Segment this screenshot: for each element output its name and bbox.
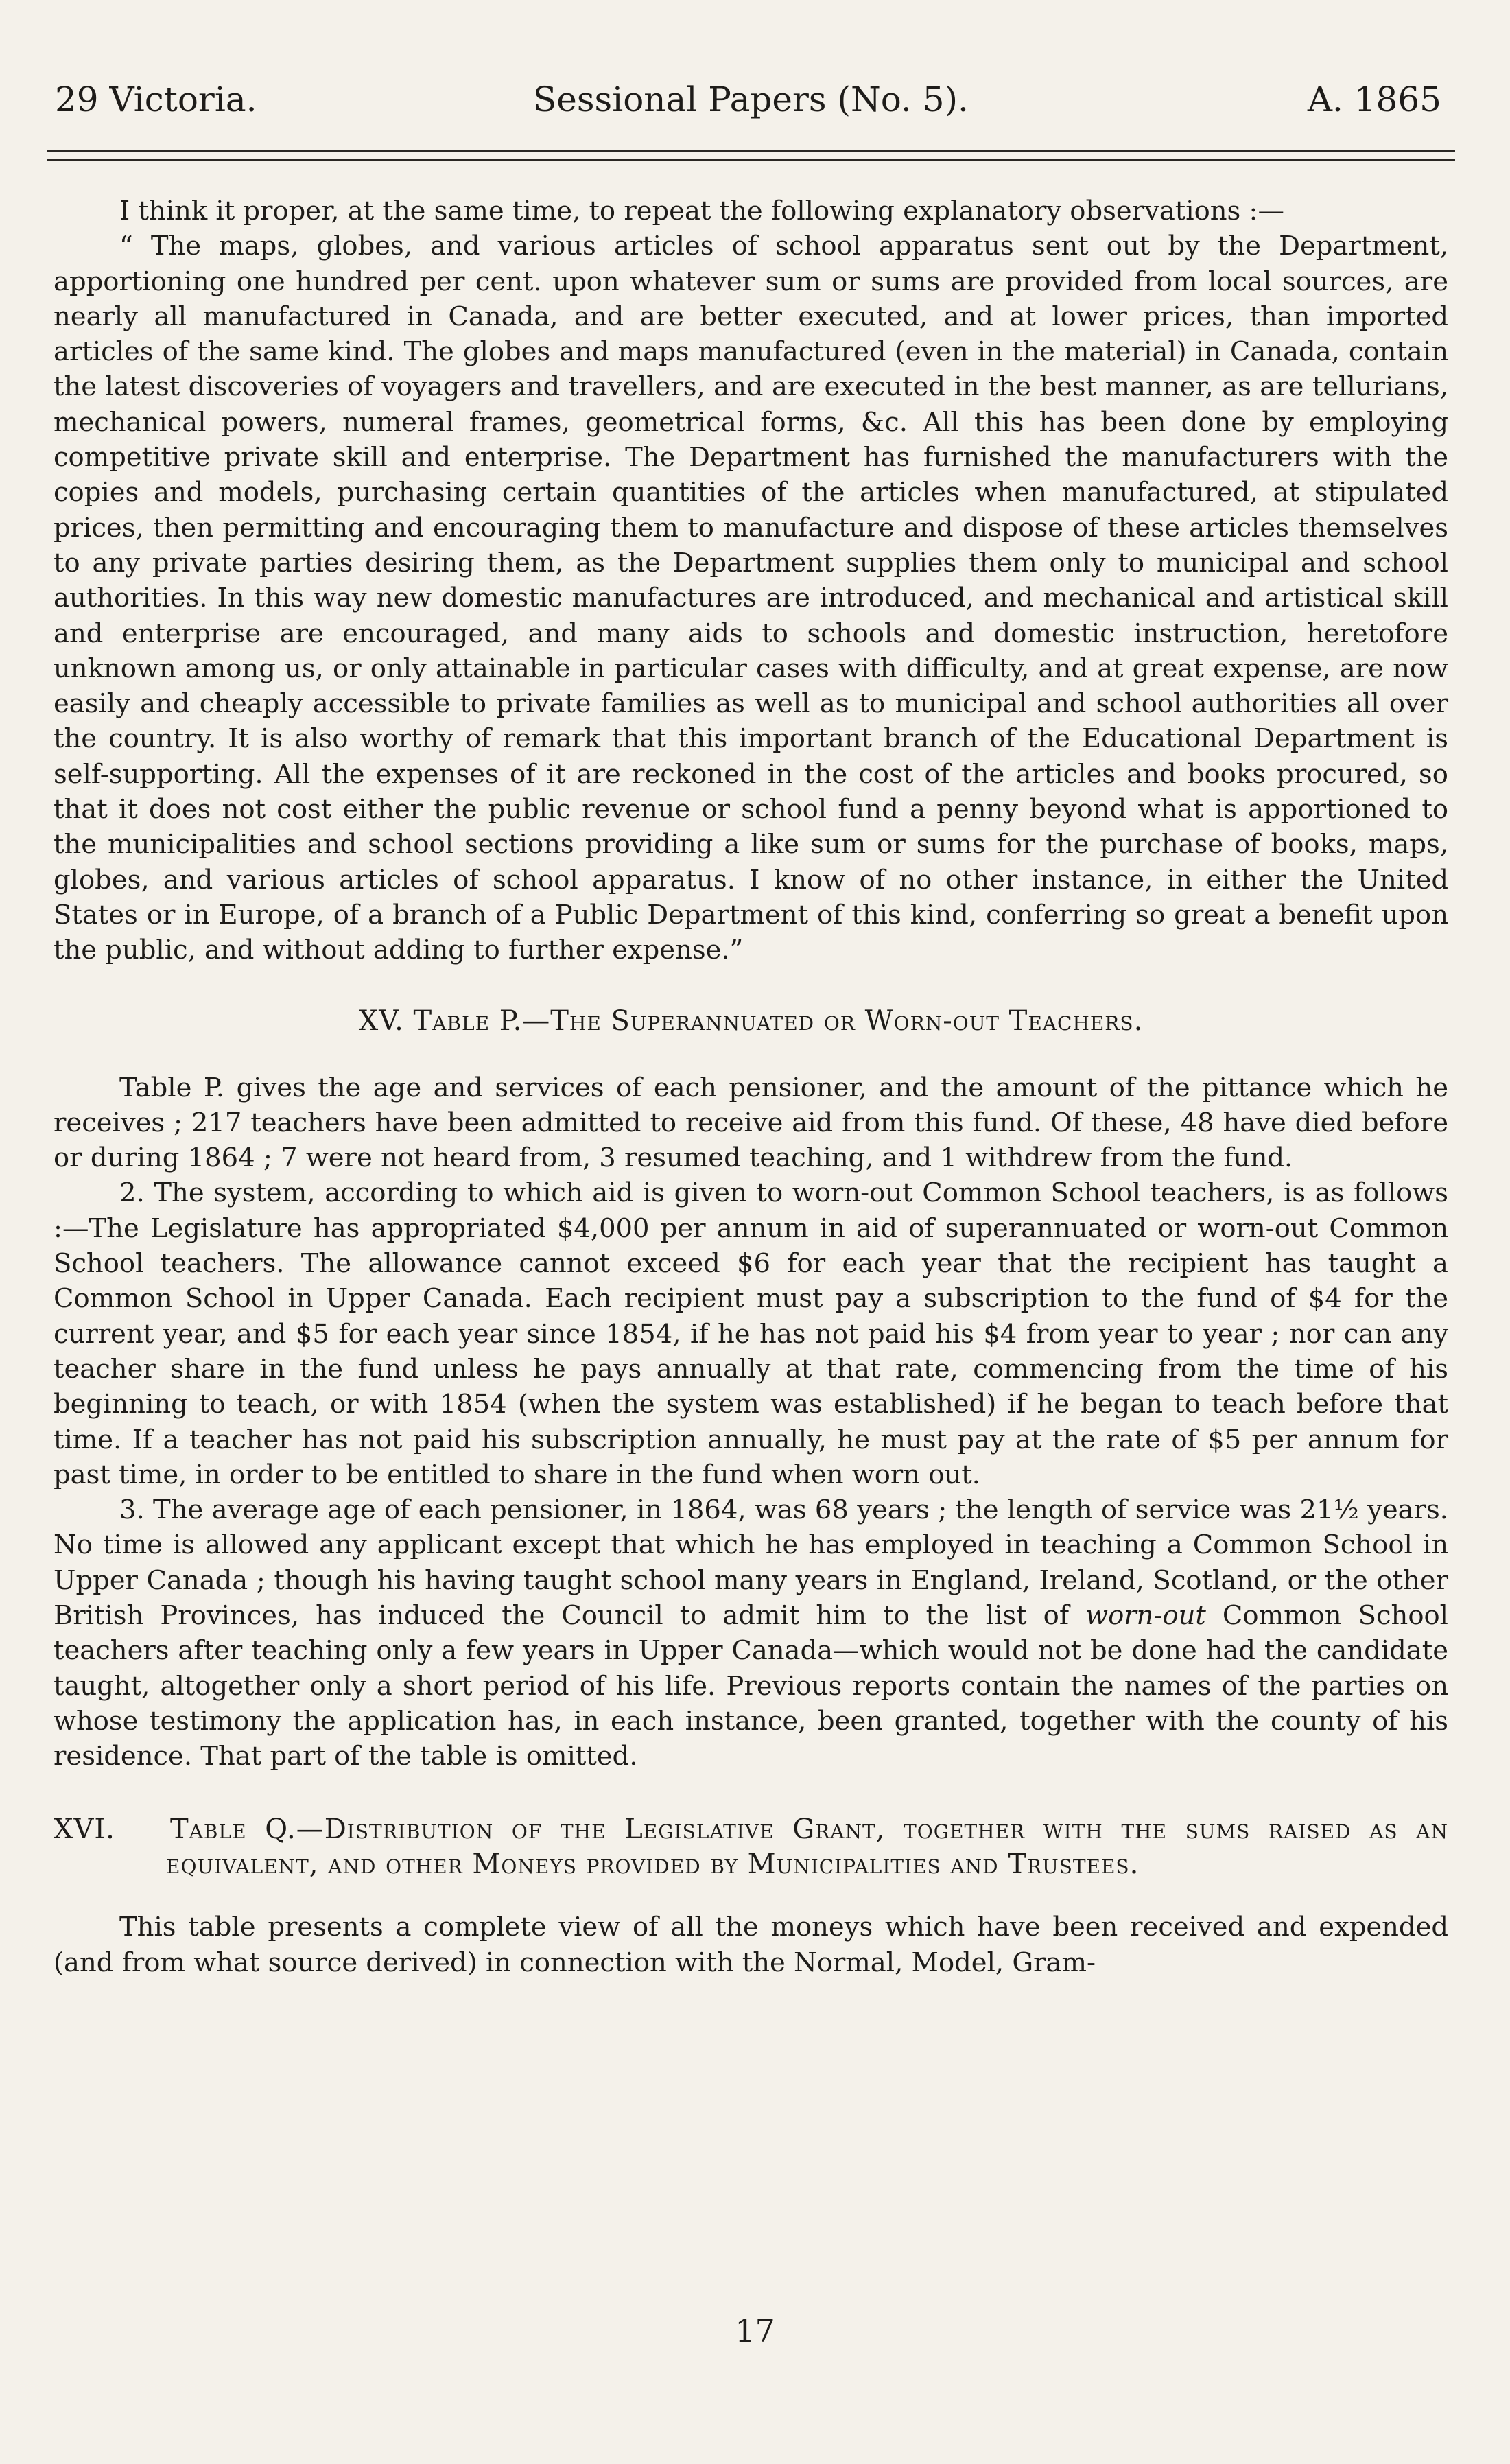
section-xv-p3-end: Common School teachers after teaching only a few years in Upper Canada—which would not be done had the candidate taught, altogether only a short period of his life. Previous reports contain the names of the parties on whose testimony the application has, in each instance, been granted, together with the county of his residence. That part of the table is omitted.: [54, 1599, 1448, 1772]
section-xv-heading: [54, 1004, 1448, 1039]
section-xvi-number: XVI.: [54, 1814, 115, 1846]
section-xvi-title: Table Q.—Distribution of the Legislative Grant, together with the sums raised as an equivalent, and other Moneys provided by Municipalities and Trustees.: [166, 1814, 1448, 1881]
section-xv-p3-start: 3. The average age of each pensioner, in 1864, was 68 years ; the length of service was 21½ years. No time is allowed any applicant except that which he has employed in teaching a Common School in Upper Canada ; though his having taught school many years in England, Ireland, Scotland, or the other British Provinces, has induced the Council to admit him to the list of: [54, 1494, 1448, 1631]
header-double-rule: [47, 150, 1455, 161]
section-xv-paragraph-3: [54, 1492, 1448, 1774]
document-body: [54, 193, 1448, 1980]
section-xvi-paragraph-1: This table presents a complete view of all the moneys which have been received and expended (and from what source derived) in connection with the Normal, Model, Gram-: [54, 1912, 1448, 1978]
intro-paragraph: I think it proper, at the same time, to repeat the following explanatory observations :—: [119, 196, 1285, 226]
section-xv-number: XV.: [358, 1005, 404, 1037]
quoted-observations: “ The maps, globes, and various articles of school apparatus sent out by the Department, apportioning one hundred per cent. upon whatever sum or sums are provided from local sources, are nearly all manufactured in Canada, and are better executed, and at lower prices, than imported articles of the same kind. The globes and maps manufactured (even in the material) in Canada, contain the latest discoveries of voyagers and travellers, and are executed in the best manner, as are tellurians, mechanical powers, numeral frames, geometrical forms, &c. All this has been done by employing competitive private skill and enterprise. The Department has furnished the manufacturers with the copies and models, purchasing certain quantities of the articles when manufactured, at stipulated prices, then permitting and encouraging them to manufacture and dispose of these articles themselves to any private parties desiring them, as the Department supplies them only to municipal and school authorities. In this way new domestic manufactures are introduced, and mechanical and artistical skill and enterprise are encouraged, and many aids to schools and domestic instruction, heretofore unknown among us, or only attainable in particular cases with difficulty, and at great expense, are now easily and cheaply accessible to private families as well as to municipal and school authorities all over the country. It is also worthy of remark that this important branch of the Educational Department is self-supporting. All the expenses of it are reckoned in the cost of the articles and books procured, so that it does not cost either the public revenue or school fund a penny beyond what is apportioned to the municipalities and school sections providing a like sum or sums for the purchase of books, maps, globes, and various articles of school apparatus. I know of no other instance, in either the United States or in Europe, of a branch of a Public Department of this kind, conferring so great a benefit upon the public, and without adding to further expense.”: [54, 231, 1448, 966]
header-year: A. 1865: [1307, 80, 1441, 119]
section-xv-paragraph-1: Table P. gives the age and services of each pensioner, and the amount of the pittance which he receives ; 217 teachers have been admitted to receive aid from this fund. Of these, 48 have died before or during 1864 ; 7 were not heard from, 3 resumed teaching, and 1 withdrew from the fund.: [54, 1072, 1448, 1174]
section-xvi-heading: [54, 1812, 1448, 1882]
page-number: 17: [735, 2312, 775, 2349]
section-xv-p3-italic: worn-out: [1085, 1599, 1206, 1631]
section-xv-paragraph-2: 2. The system, according to which aid is given to worn-out Common School teachers, is as follows :—The Legislature has appropriated $4,000 per annum in aid of superannuated or worn-out Common School teachers. The allowance cannot exceed $6 for each year that the recipient has taught a Common School in Upper Canada. Each recipient must pay a subscription to the fund of $4 for the current year, and $5 for each year since 1854, if he has not paid his $4 from year to year ; nor can any teacher share in the fund unless he pays annually at that rate, commencing from the time of his beginning to teach, or with 1854 (when the system was established) if he began to teach before that time. If a teacher has not paid his subscription annually, he must pay at the rate of $5 per annum for past time, in order to be entitled to share in the fund when worn out.: [54, 1177, 1448, 1490]
header-title: Sessional Papers (No. 5).: [533, 80, 969, 119]
section-xv-title: Table P.—The Superannuated or Worn-out Teachers.: [413, 1005, 1144, 1037]
running-header: [54, 69, 1448, 130]
header-session: 29 Victoria.: [55, 80, 257, 119]
